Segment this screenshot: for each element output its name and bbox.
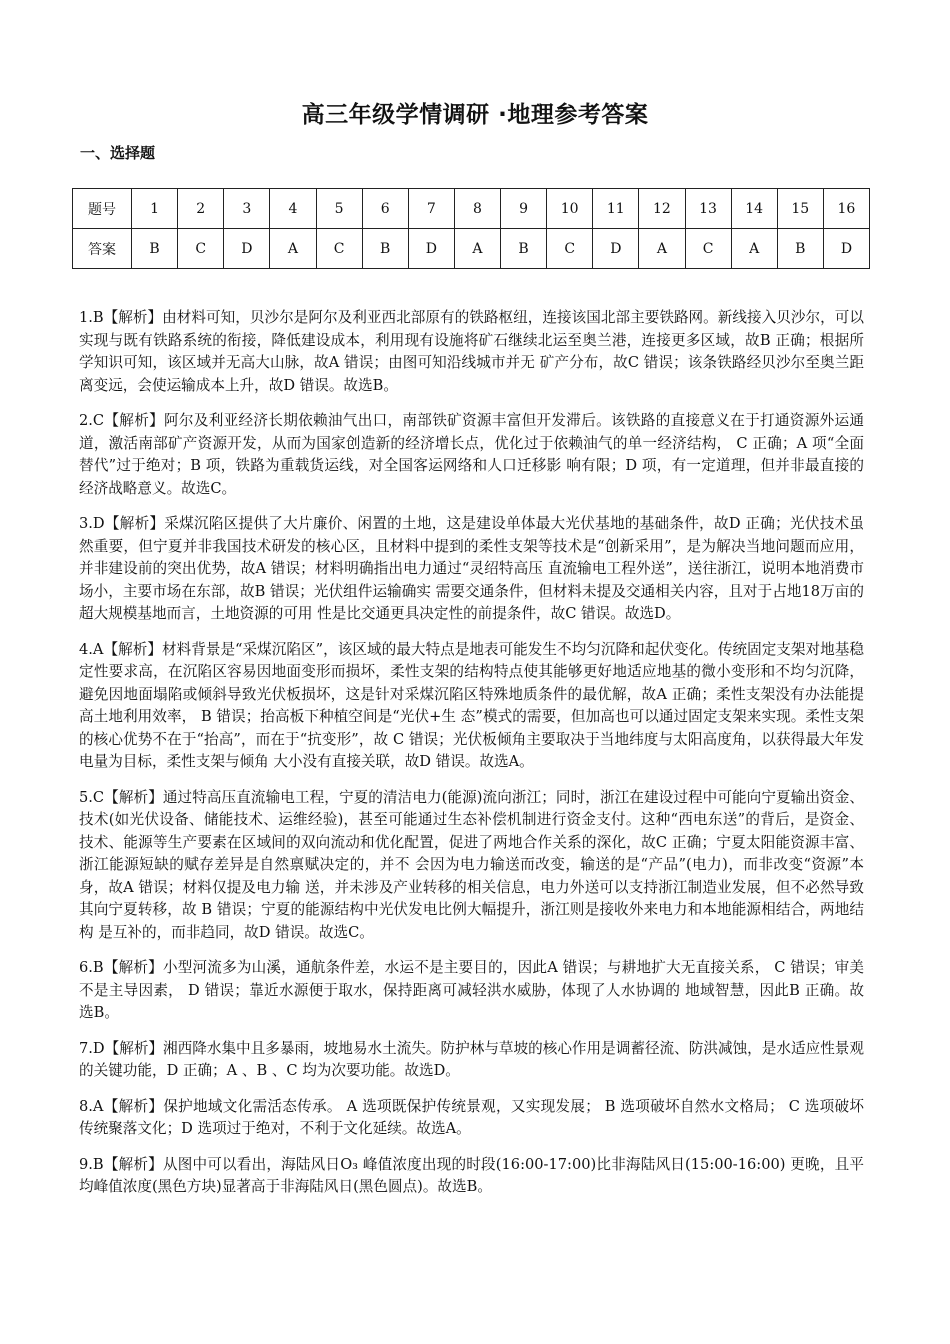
question-number-cell: 12 (639, 189, 685, 229)
answer-table (72, 188, 870, 269)
question-number-cell: 1 (132, 189, 178, 229)
question-number-cell: 8 (454, 189, 500, 229)
answer-cell: A (454, 229, 500, 269)
analysis-paragraph: 9.B【解析】从图中可以看出，海陆风日O₃ 峰值浓度出现的时段(16:00-17:00)比非海陆风日(15:00-16:00) 更晚，且平均峰值浓度(黑色方块)显著高于非海陆风日(黑色圆点)。故选B。 (79, 1155, 864, 1195)
analysis-paragraph: 8.A【解析】保护地域文化需活态传承。 A 选项既保护传统景观，又实现发展； B 选项破坏自然水文格局； C 选项破坏传统聚落文化；D 选项过于绝对，不利于文化延续。故选A。 (79, 1097, 864, 1137)
analysis-paragraph: 4.A【解析】材料背景是“采煤沉陷区”，该区域的最大特点是地表可能发生不均匀沉降和起伏变化。传统固定支架对地基稳定性要求高，在沉陷区容易因地面变形而损坏，柔性支架的结构特点使其能够更好地适应地基的微小变形和不均匀沉降，避免因地面塌陷或倾斜导致光伏板损坏，这是针对采煤沉陷区特殊地质条件的最优解，故A 正确；柔性支架没有办法能提高土地利用效率， B 错误；抬高板下种植空间是“光伏+生 态”模式的需要，但加高也可以通过固定支架来实现。柔性支架的核心优势不在于“抬高”，而在于“抗变形”，故 C 错误；光伏板倾角主要取决于当地纬度与太阳高度角，以获得最大年发电量为目标，柔性支架与倾角 大小没有直接关联，故D 错误。故选A。 (79, 640, 864, 770)
answer-cell: A (270, 229, 316, 269)
answer-cell: D (408, 229, 454, 269)
question-number-cell: 6 (362, 189, 408, 229)
question-number-cell: 3 (224, 189, 270, 229)
analysis-list (79, 307, 864, 1212)
question-number-cell: 10 (547, 189, 593, 229)
question-number-cell: 5 (316, 189, 362, 229)
answer-cell: A (731, 229, 777, 269)
question-number-cell: 16 (823, 189, 869, 229)
answer-cell: D (593, 229, 639, 269)
analysis-paragraph: 1.B【解析】由材料可知，贝沙尔是阿尔及利亚西北部原有的铁路枢纽，连接该国北部主要铁路网。新线接入贝沙尔，可以实现与既有铁路系统的衔接，降低建设成本，利用现有设施将矿石继续北运至奥兰港，连接更多区域，故B 正确；根据所学知识可知，该区域并无高大山脉，故A 错误；由图可知沿线城市并无 矿产分布，故C 错误；该条铁路经贝沙尔至奥兰距离变远，会使运输成本上升，故D 错误。故选B。 (79, 309, 864, 394)
answer-cell: C (316, 229, 362, 269)
analysis-paragraph: 5.C【解析】通过特高压直流输电工程，宁夏的清洁电力(能源)流向浙江；同时，浙江在建设过程中可能向宁夏输出资金、技术(如光伏设备、储能技术、运维经验)，甚至可能通过生态补偿机制进行资金支付。这种“西电东送”的背后，是资金、技术、能源等生产要素在区域间的双向流动和优化配置，促进了两地合作关系的深化，故C 正确；宁夏太阳能资源丰富、浙江能源短缺的赋存差异是自然禀赋决定的，并不 会因为电力输送而改变，输送的是“产品”(电力)，而非改变“资源”本身，故A 错误；材料仅提及电力输 送，并未涉及产业转移的相关信息，电力外送可以支持浙江制造业发展，但不必然导致其向宁夏转移，故 B 错误；宁夏的能源结构中光伏发电比例大幅提升，浙江则是接收外来电力和本地能源相结合，两地结构 是互补的，而非趋同，故D 错误。故选C。 (79, 788, 864, 941)
table-row-numbers (73, 189, 870, 229)
answer-cell: B (777, 229, 823, 269)
question-number-cell: 9 (501, 189, 547, 229)
question-number-cell: 14 (731, 189, 777, 229)
table-row-answers (73, 229, 870, 269)
row-header-answer: 答案 (73, 229, 132, 269)
analysis-paragraph: 3.D【解析】采煤沉陷区提供了大片廉价、闲置的土地，这是建设单体最大光伏基地的基础条件，故D 正确；光伏技术虽然重要，但宁夏并非我国技术研发的核心区，且材料中提到的柔性支架等技术是“创新采用”，是为解决当地问题而应用，并非建设前的突出优势，故A 错误；材料明确指出电力通过“灵绍特高压 直流输电工程外送”，送往浙江，说明本地消费市场小，主要市场在东部，故B 错误；光伏组件运输确实 需要交通条件，但材料未提及交通相关内容，且对于占地18万亩的超大规模基地而言，土地资源的可用 性是比交通更具决定性的前提条件，故C 错误。故选D。 (79, 515, 864, 622)
answer-cell: D (224, 229, 270, 269)
analysis-paragraph: 6.B【解析】小型河流多为山溪，通航条件差，水运不是主要目的，因此A 错误；与耕地扩大无直接关系， C 错误；审美不是主导因素， D 错误；靠近水源便于取水，保持距离可减轻洪水威胁，体现了人水协调的 地域智慧，因此B 正确。故选B。 (79, 959, 864, 1021)
answer-cell: A (639, 229, 685, 269)
row-header-number: 题号 (73, 189, 132, 229)
analysis-paragraph: 7.D【解析】湘西降水集中且多暴雨，坡地易水土流失。防护林与草坡的核心作用是调蓄径流、防洪减蚀，是水适应性景观的关键功能，D 正确；A 、B 、C 均为次要功能。故选D。 (79, 1039, 864, 1079)
analysis-paragraph: 2.C【解析】阿尔及利亚经济长期依赖油气出口，南部铁矿资源丰富但开发滞后。该铁路的直接意义在于打通资源外运通道，激活南部矿产资源开发，从而为国家创造新的经济增长点，优化过于依赖油气的单一经济结构， C 正确；A 项“全面替代”过于绝对；B 项，铁路为重载货运线，对全国客运网络和人口迁移影 响有限；D 项，有一定道理，但并非最直接的经济战略意义。故选C。 (79, 412, 864, 497)
question-number-cell: 13 (685, 189, 731, 229)
answer-cell: B (132, 229, 178, 269)
question-number-cell: 4 (270, 189, 316, 229)
answer-cell: C (685, 229, 731, 269)
question-number-cell: 7 (408, 189, 454, 229)
answer-cell: B (362, 229, 408, 269)
answer-cell: C (178, 229, 224, 269)
question-number-cell: 2 (178, 189, 224, 229)
section-heading: 一、选择题 (80, 144, 156, 162)
answer-cell: B (501, 229, 547, 269)
answer-cell: D (823, 229, 869, 269)
page-title: 高三年级学情调研 ·地理参考答案 (301, 102, 649, 128)
answer-cell: C (547, 229, 593, 269)
question-number-cell: 15 (777, 189, 823, 229)
question-number-cell: 11 (593, 189, 639, 229)
